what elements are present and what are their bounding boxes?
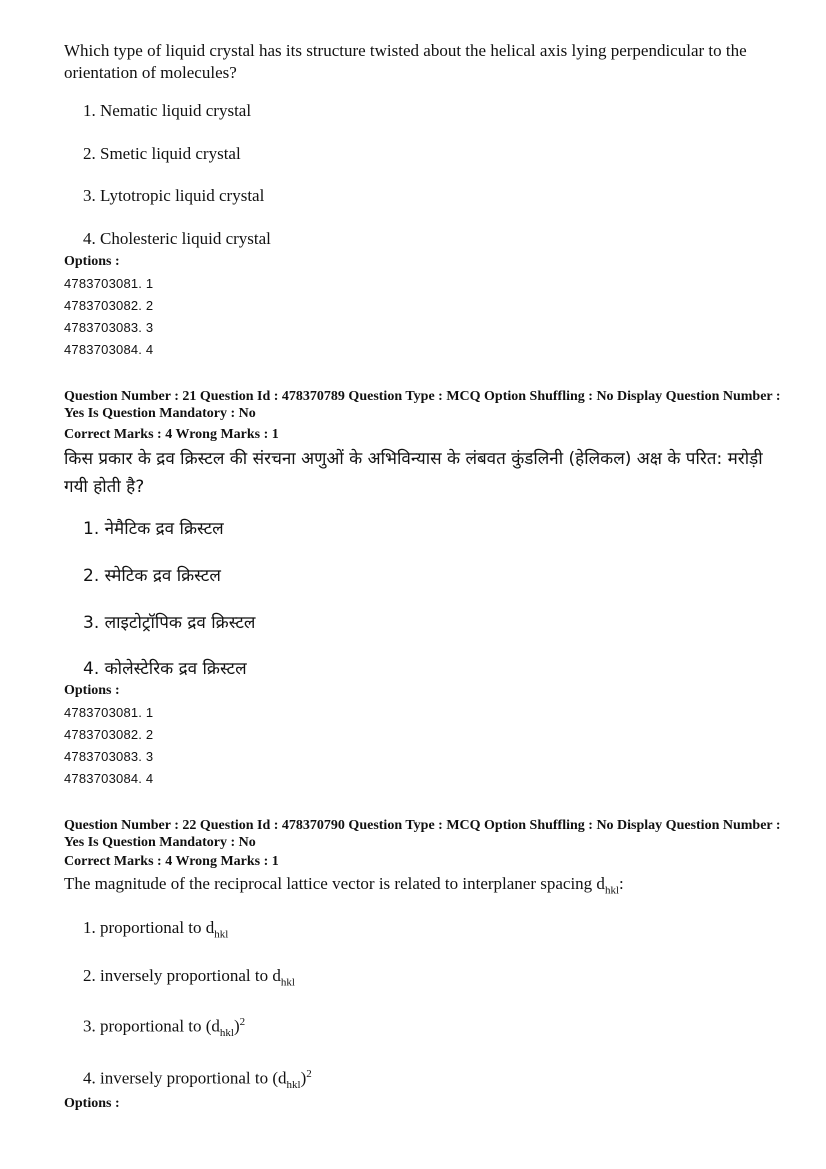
q22-choice-4-sub: hkl (286, 1079, 301, 1092)
q20-choice-3: 3. Lytotropic liquid crystal (83, 186, 265, 205)
q22-choice-4-text: 4. inversely proportional to (d (83, 1068, 287, 1088)
q20-choice-2: 2. Smetic liquid crystal (83, 144, 241, 163)
q21-option-id-1: 4783703081. 1 (64, 705, 154, 720)
q22-question-main: The magnitude of the reciprocal lattice vector is related to interplaner spacing d (64, 874, 605, 893)
q20-choice-4: 4. Cholesteric liquid crystal (83, 229, 271, 248)
q21-marks-info: Correct Marks : 4 Wrong Marks : 1 (64, 427, 279, 442)
q20-option-id-4: 4783703084. 4 (64, 342, 154, 357)
q22-question-text (64, 873, 624, 901)
q22-choice-1-text: 1. proportional to d (83, 918, 215, 937)
q21-meta-info: Question Number : 21 Question Id : 478370789 Question Type : MCQ Option Shuffling : No Display Question Number : Yes Is Question Mandatory : No (64, 389, 781, 421)
q20-option-id-3: 4783703083. 3 (64, 320, 154, 335)
q21-option-id-3: 4783703083. 3 (64, 749, 154, 764)
q21-choice-3: 3. लाइटोट्रॉपिक द्रव क्रिस्टल (83, 613, 256, 633)
q20-options-label: Options : (64, 254, 120, 269)
q22-choice-2-text: 2. inversely proportional to d (83, 966, 281, 985)
q22-options-label: Options : (64, 1096, 120, 1111)
q20-option-id-2: 4783703082. 2 (64, 298, 154, 313)
q22-meta-info: Question Number : 22 Question Id : 478370790 Question Type : MCQ Option Shuffling : No Display Question Number : Yes Is Question Mandatory : No (64, 818, 781, 850)
q21-choice-2: 2. स्मेटिक द्रव क्रिस्टल (83, 566, 221, 586)
q22-marks-info: Correct Marks : 4 Wrong Marks : 1 (64, 854, 279, 869)
q21-choice-1: 1. नेमैटिक द्रव क्रिस्टल (83, 519, 224, 539)
q22-question-end: : (619, 874, 624, 893)
q20-option-id-1: 4783703081. 1 (64, 276, 154, 291)
q22-choice-4-sup: 2 (306, 1068, 312, 1080)
q22-choice-3-sub: hkl (219, 1027, 234, 1040)
q21-options-label: Options : (64, 683, 120, 698)
q22-choice-4 (83, 1068, 312, 1091)
q21-choice-4: 4. कोलेस्टेरिक द्रव क्रिस्टल (83, 659, 247, 679)
q22-choice-2-sub: hkl (280, 976, 295, 989)
q21-option-id-4: 4783703084. 4 (64, 771, 154, 786)
q22-choice-4-suffix: ) (300, 1068, 307, 1088)
q20-choice-1: 1. Nematic liquid crystal (83, 101, 252, 120)
q22-choice-1 (83, 918, 228, 940)
q22-question-sub: hkl (604, 884, 619, 897)
q21-question-text-hindi: किस प्रकार के द्रव क्रिस्टल की संरचना अणुओं के अभिविन्यास के लंबवत कुंडलिनी (हेलिकल) अक्ष के परित: मरोड़ी गयी होती है? (64, 449, 763, 497)
q22-choice-2 (83, 966, 295, 988)
q22-choice-1-sub: hkl (214, 928, 229, 941)
q22-choice-3-suffix: ) (233, 1016, 240, 1036)
q21-option-id-2: 4783703082. 2 (64, 727, 154, 742)
q22-choice-3 (83, 1016, 245, 1039)
q22-choice-3-text: 3. proportional to (d (83, 1016, 220, 1036)
q22-choice-3-sup: 2 (239, 1016, 246, 1028)
q20-question-text: Which type of liquid crystal has its structure twisted about the helical axis lying perpendicular to the orientation of molecules? (64, 41, 747, 82)
